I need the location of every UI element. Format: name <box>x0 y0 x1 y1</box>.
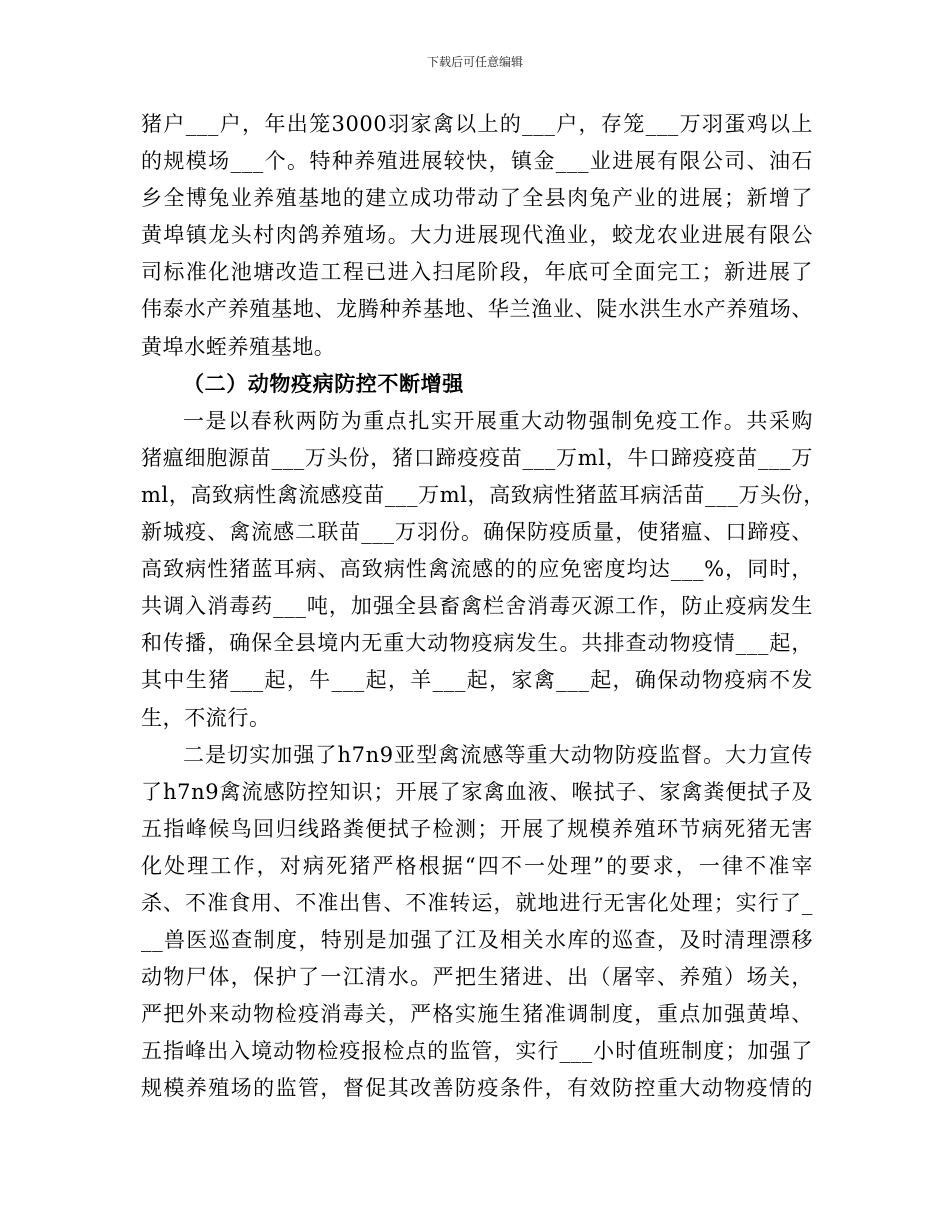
paragraph-line: ml，高致病性禽流感疫苗___万ml，高致病性猪蓝耳病活苗___万头份， <box>141 482 825 507</box>
paragraph-line: 杀、不准食用、不准出售、不准转运，就地进行无害化处理；实行了_ <box>141 890 813 915</box>
paragraph-line: 黄埠水蛭养殖基地。 <box>141 334 336 359</box>
paragraph-line: 二是切实加强了h7n9亚型禽流感等重大动物防疫监督。大力宣传 <box>183 742 813 767</box>
paragraph-line: 猪瘟细胞源苗___万头份，猪口蹄疫疫苗___万ml，牛口蹄疫疫苗___万 <box>141 445 813 470</box>
paragraph-line: 严把外来动物检疫消毒关，严格实施生猪准调制度，重点加强黄埠、 <box>141 1002 813 1027</box>
paragraph-line: 乡全博兔业养殖基地的建立成功带动了全县肉兔产业的进展；新增了 <box>141 186 813 211</box>
paragraph-line: 伟泰水产养殖基地、龙腾种养基地、华兰渔业、陡水洪生水产养殖场、 <box>141 297 813 322</box>
document-body <box>141 106 825 1108</box>
paragraph-line: 动物尸体，保护了一江清水。严把生猪进、出（屠宰、养殖）场关， <box>141 965 813 990</box>
paragraph-line: __兽医巡查制度，特别是加强了江及相关水库的巡查，及时清理漂移 <box>141 928 813 953</box>
paragraph-line: 五指峰候鸟回归线路粪便拭子检测；开展了规模养殖环节病死猪无害 <box>141 816 813 841</box>
paragraph-line: 司标准化池塘改造工程已进入扫尾阶段，年底可全面完工；新进展了 <box>141 260 813 285</box>
paragraph-line: 生，不流行。 <box>141 705 271 730</box>
section-heading: （二）动物疫病防控不断增强 <box>183 371 464 396</box>
paragraph-line: 新城疫、禽流感二联苗___万羽份。确保防疫质量，使猪瘟、口蹄疫、 <box>141 520 813 545</box>
paragraph-line: 和传播，确保全县境内无重大动物疫病发生。共排查动物疫情___起， <box>141 631 813 656</box>
paragraph-line: 其中生猪___起，牛___起，羊___起，家禽___起，确保动物疫病不发 <box>141 668 813 693</box>
paragraph-line: 一是以春秋两防为重点扎实开展重大动物强制免疫工作。共采购 <box>183 408 813 433</box>
paragraph-line: 猪户___户，年出笼3000羽家禽以上的___户，存笼___万羽蛋鸡以上 <box>141 112 813 136</box>
paragraph-line: 规模养殖场的监管，督促其改善防疫条件，有效防控重大动物疫情的 <box>141 1076 813 1101</box>
paragraph-line: 共调入消毒药___吨，加强全县畜禽栏舍消毒灭源工作，防止疫病发生 <box>141 594 813 619</box>
page-header: 下载后可任意编辑 <box>426 55 523 69</box>
paragraph-line: 了h7n9禽流感防控知识；开展了家禽血液、喉拭子、家禽粪便拭子及 <box>141 779 813 804</box>
paragraph-line: 黄埠镇龙头村肉鸽养殖场。大力进展现代渔业，蛟龙农业进展有限公 <box>141 223 813 248</box>
paragraph-line: 的规模场___个。特种养殖进展较快，镇金___业进展有限公司、油石 <box>141 149 813 174</box>
paragraph-line: 五指峰出入境动物检疫报检点的监管，实行___小时值班制度；加强了 <box>141 1039 813 1064</box>
paragraph-line: 化处理工作，对病死猪严格根据“四不一处理”的要求，一律不准宰 <box>141 853 813 878</box>
paragraph-line: 高致病性猪蓝耳病、高致病性禽流感的的应免密度均达___%，同时， <box>141 557 813 582</box>
